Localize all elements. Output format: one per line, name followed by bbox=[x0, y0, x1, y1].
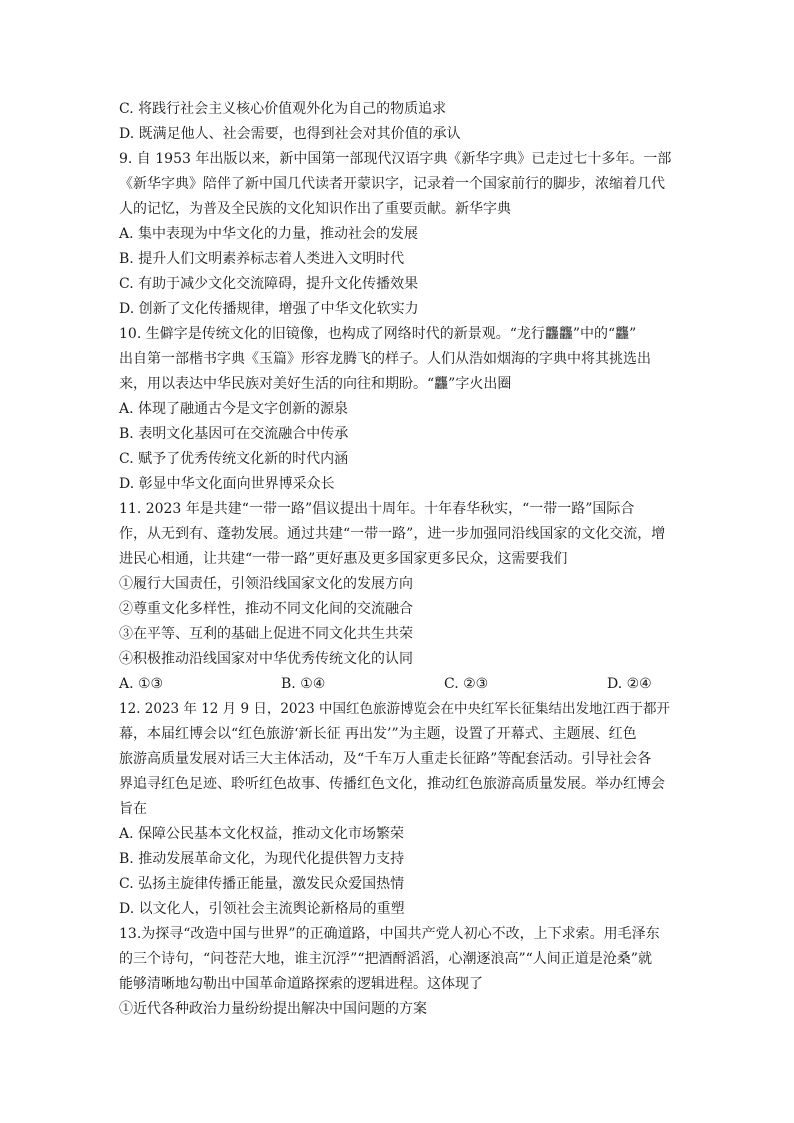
statement-1-q13: ①近代各种政治力量纷纷提出解决中国问题的方案 bbox=[119, 1001, 427, 1017]
statement-2-q11: ②尊重文化多样性，推动不同文化间的交流融合 bbox=[119, 601, 413, 617]
option-line-c-q8: C. 将践行社会主义核心价值观外化为自己的物质追求 bbox=[119, 101, 447, 117]
statement-3-q11: ③在平等、互利的基础上促进不同文化共生共荣 bbox=[119, 626, 413, 642]
question-12-line-5: 旨在 bbox=[119, 801, 147, 817]
option-line-c-q10: C. 赋予了优秀传统文化新的时代内涵 bbox=[119, 451, 349, 467]
option-line-b-q9: B. 提升人们文明素养标志着人类进入文明时代 bbox=[119, 251, 405, 267]
option-line-a-q12: A. 保障公民基本文化权益，推动文化市场繁荣 bbox=[119, 826, 405, 842]
question-12-line-4: 界追寻红色足迹、聆听红色故事、传播红色文化，推动红色旅游高质量发展。举办红博会 bbox=[119, 776, 665, 792]
question-13-line-1: 13.为探寻“改造中国与世界”的正确道路，中国共产党人初心不改，上下求索。用毛泽东 bbox=[119, 926, 660, 942]
question-10-line-1: 10. 生僻字是传统文化的旧镜像，也构成了网络时代的新景观。“龙行龘龘”中的“龘” bbox=[119, 326, 637, 342]
question-13-line-2: 的三个诗句，“问苍茫大地，谁主沉浮”“把酒酹滔滔，心潮逐浪高”“人间正道是沧桑”就 bbox=[119, 951, 652, 967]
question-12-line-1: 12. 2023 年 12 月 9 日，2023 中国红色旅游博览会在中央红军长征集结出发地江西于都开 bbox=[119, 701, 670, 717]
option-line-c-q12: C. 弘扬主旋律传播正能量，激发民众爱国热情 bbox=[119, 876, 405, 892]
option-c-q11: C. ②③ bbox=[444, 676, 489, 692]
question-12-line-3: 旅游高质量发展对话三大主体活动，及“千车万人重走长征路”等配套活动。引导社会各 bbox=[119, 751, 652, 767]
option-line-b-q10: B. 表明文化基因可在交流融合中传承 bbox=[119, 426, 349, 442]
question-10-line-3: 来，用以表达中华民族对美好生活的向往和期盼。“龘”字火出圈 bbox=[119, 376, 512, 392]
option-line-d-q8: D. 既满足他人、社会需要，也得到社会对其价值的承认 bbox=[119, 126, 461, 142]
question-9-line-3: 人的记忆，为普及全民族的文化知识作出了重要贡献。新华字典 bbox=[119, 201, 511, 217]
option-line-d-q9: D. 创新了文化传播规律，增强了中华文化软实力 bbox=[119, 301, 419, 317]
question-12-line-2: 幕，本届红博会以“红色旅游‘新长征 再出发’”为主题，设置了开幕式、主题展、红色 bbox=[119, 726, 637, 742]
statement-1-q11: ①履行大国责任，引领沿线国家文化的发展方向 bbox=[119, 576, 413, 592]
question-13-line-3: 能够清晰地勾勒出中国革命道路探索的逻辑进程。这体现了 bbox=[119, 976, 483, 992]
option-line-d-q12: D. 以文化人，引领社会主流舆论新格局的重塑 bbox=[119, 901, 405, 917]
question-11-line-1: 11. 2023 年是共建“一带一路”倡议提出十周年。十年春华秋实，“一带一路”国际合 bbox=[119, 501, 635, 517]
question-9-line-2: 《新华字典》陪伴了新中国几代读者开蒙识字，记录着一个国家前行的脚步，浓缩着几代 bbox=[119, 176, 665, 192]
option-line-d-q10: D. 彰显中华文化面向世界博采众长 bbox=[119, 476, 335, 492]
options-row-q11 bbox=[119, 674, 679, 694]
question-9-line-1: 9. 自 1953 年出版以来，新中国第一部现代汉语字典《新华字典》已走过七十多年。一部 bbox=[119, 151, 672, 167]
question-10-line-2: 出自第一部楷书字典《玉篇》形容龙腾飞的样子。人们从浩如烟海的字典中将其挑选出 bbox=[119, 351, 651, 367]
option-line-b-q12: B. 推动发展革命文化，为现代化提供智力支持 bbox=[119, 851, 405, 867]
option-line-a-q9: A. 集中表现为中华文化的力量，推动社会的发展 bbox=[119, 226, 419, 242]
option-line-a-q10: A. 体现了融通古今是文字创新的源泉 bbox=[119, 401, 349, 417]
option-a-q11: A. ①③ bbox=[119, 676, 164, 692]
statement-4-q11: ④积极推动沿线国家对中华优秀传统文化的认同 bbox=[119, 651, 413, 667]
option-line-c-q9: C. 有助于减少文化交流障碍，提升文化传播效果 bbox=[119, 276, 419, 292]
question-11-line-2: 作，从无到有、蓬勃发展。通过共建“一带一路”，进一步加强同沿线国家的文化交流，增 bbox=[119, 526, 666, 542]
option-b-q11: B. ①④ bbox=[281, 676, 326, 692]
question-11-line-3: 进民心相通，让共建“一带一路”更好惠及更多国家更多民众，这需要我们 bbox=[119, 551, 568, 567]
option-d-q11: D. ②④ bbox=[607, 676, 652, 692]
